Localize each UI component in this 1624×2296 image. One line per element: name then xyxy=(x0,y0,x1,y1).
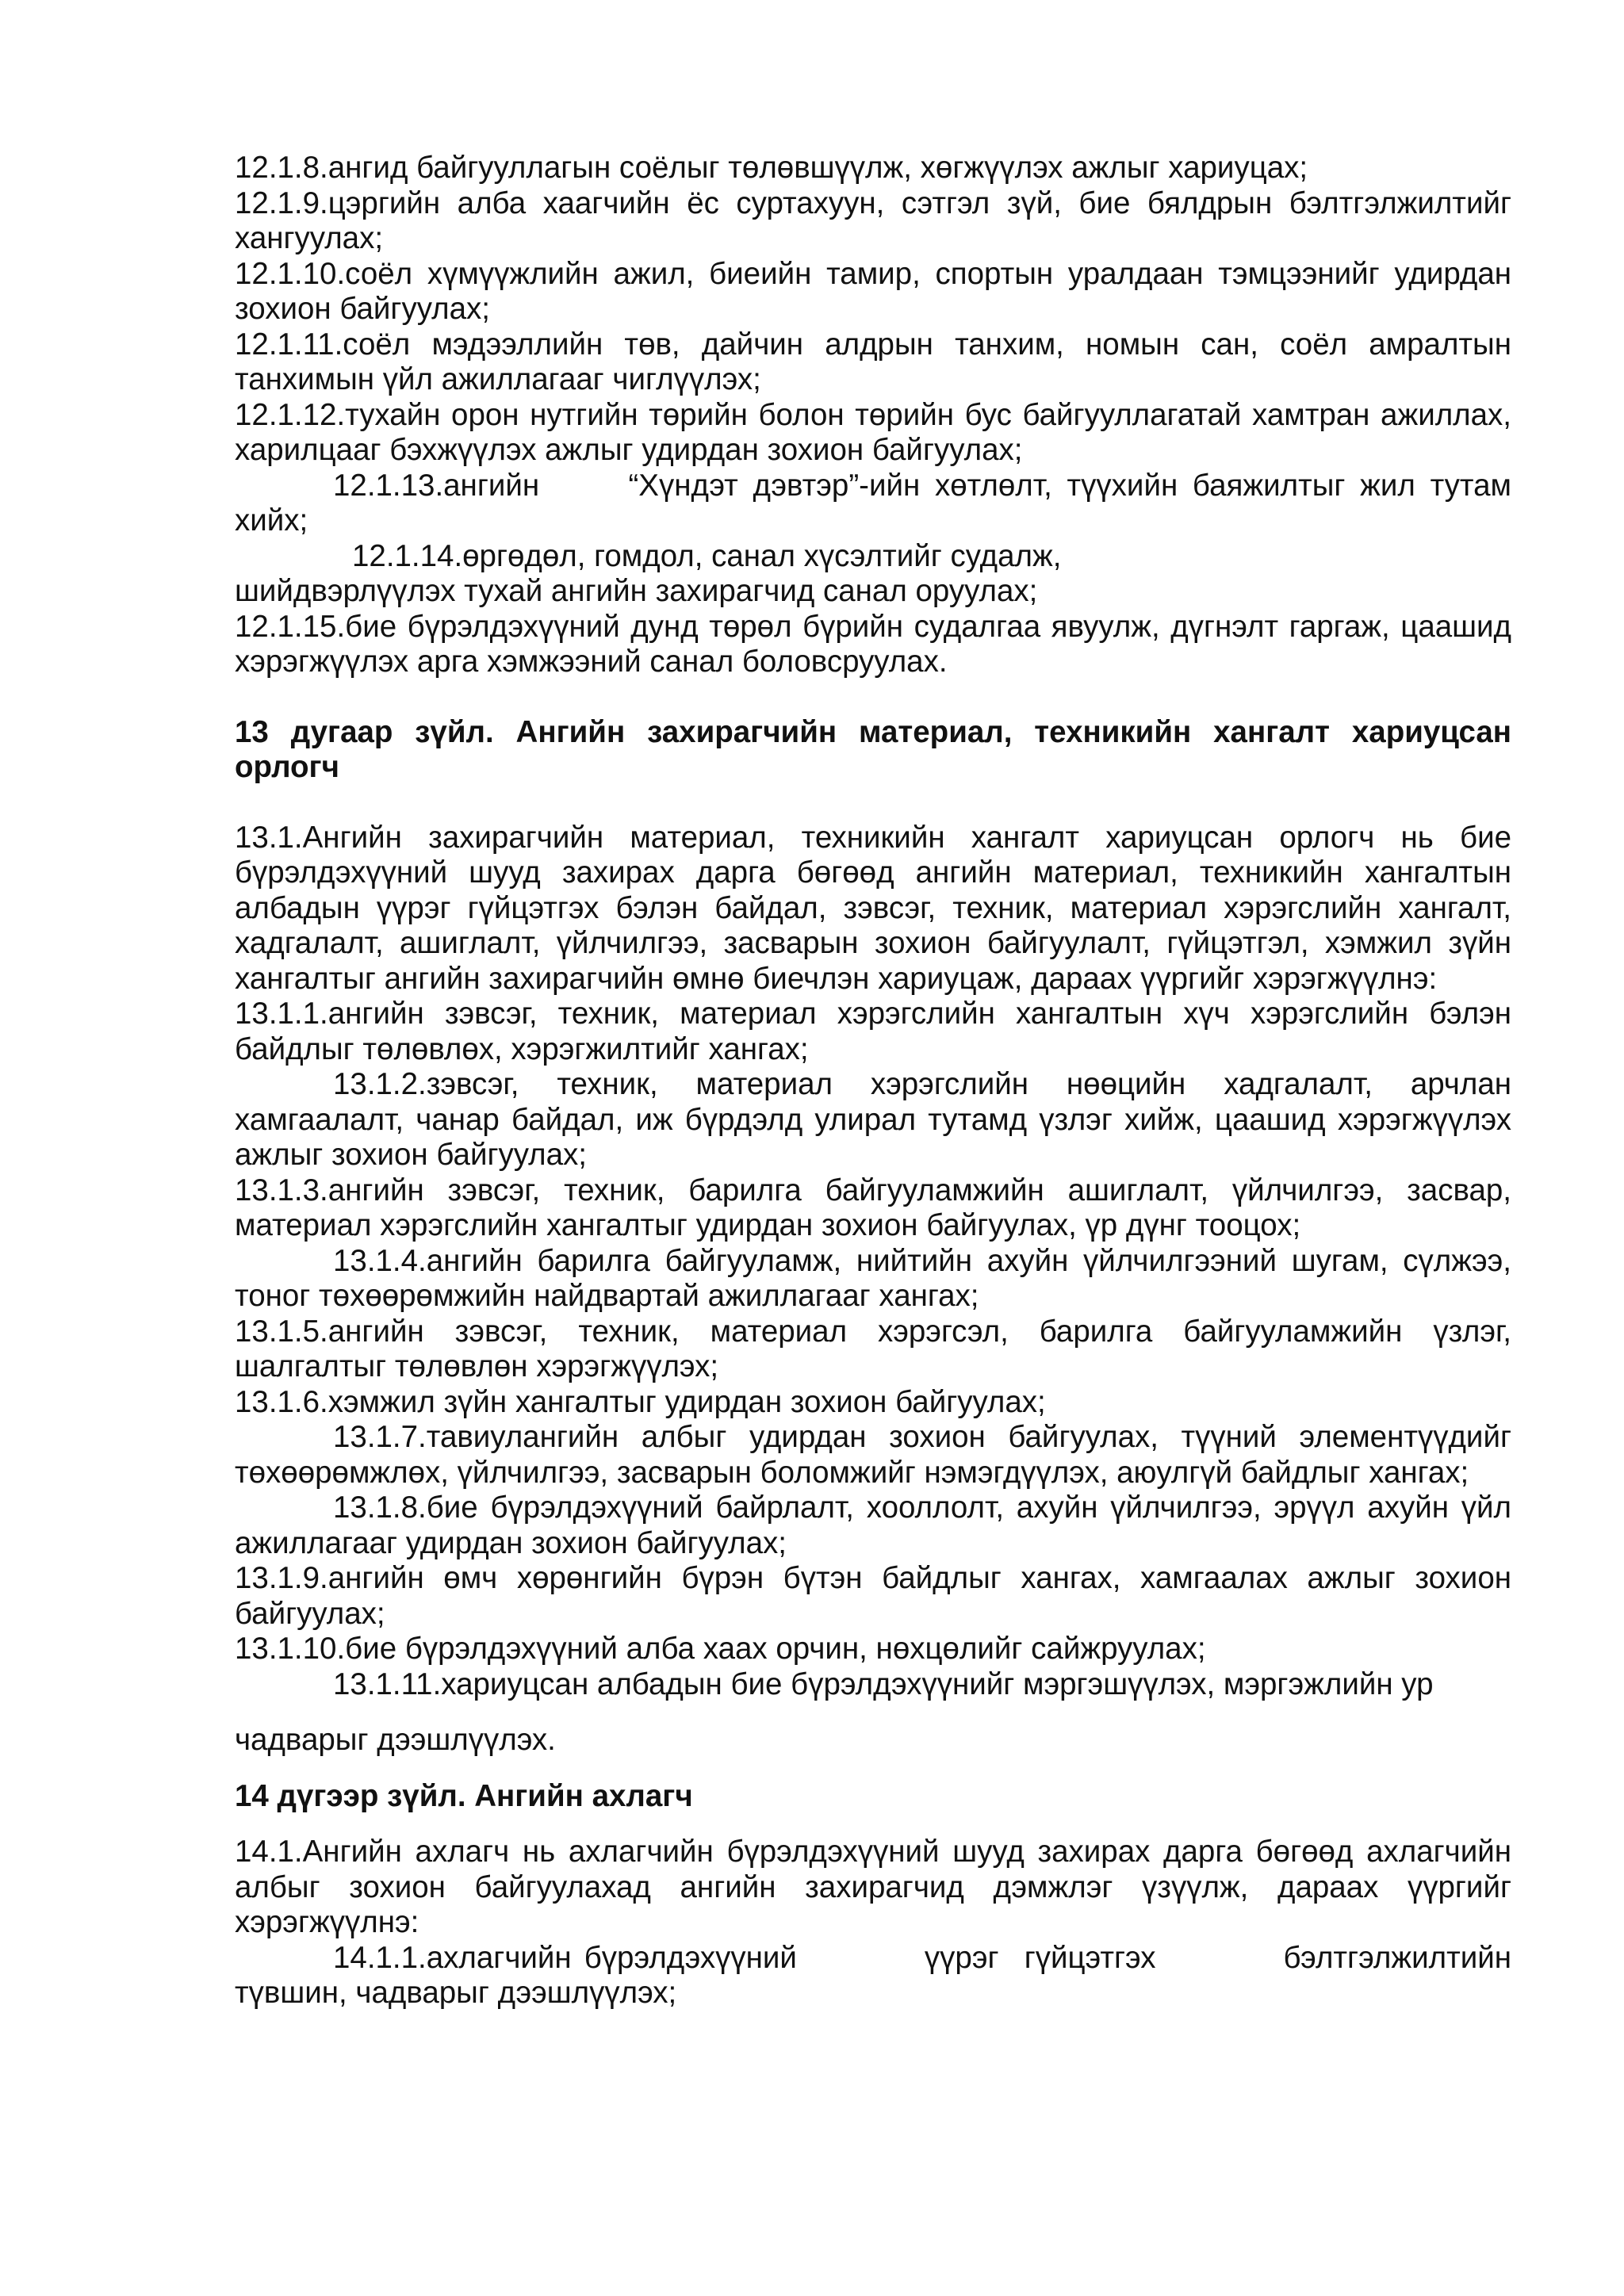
clause-12-1-14-line1: 12.1.14.өргөдөл, гомдол, санал хүсэлтийг судалж, xyxy=(352,538,1062,573)
clause-12-1-13: 12.1.13.ангийн “Хүндэт дэвтэр”-ийн хөтлөлт, түүхийн баяжилтыг жил тутам хийх; xyxy=(235,468,1520,538)
clause-14-1: 14.1.Ангийн ахлагч нь ахлагчийн бүрэлдэхүүний шууд захирах дарга бөгөөд ахлагчийн албыг зохион байгуулахад ангийн захирагчид дэмжлэг үзүүлж, дараах үүргийг хэрэгжүүлнэ: xyxy=(235,1835,1511,1939)
clause-13-1-4: 13.1.4.ангийн барилга байгууламж, нийтийн ахуйн үйлчилгээний шугам, сүлжээ, тоног төхөөрөмжийн найдвартай ажиллагааг хангах; xyxy=(235,1243,1511,1313)
clause-12-1-8: 12.1.8.ангид байгууллагын соёлыг төлөвшүүлж, хөгжүүлэх ажлыг хариуцах; xyxy=(235,151,1308,185)
clause-13-1-3: 13.1.3.ангийн зэвсэг, техник, барилга байгууламжийн ашиглалт, үйлчилгээ, засвар, материал хэрэгслийн хангалтыг удирдан зохион байгуулах, үр дүнг тооцох; xyxy=(235,1173,1511,1242)
clause-14-1-1: 14.1.1.ахлагчийн бүрэлдэхүүний үүрэг гүйцэтгэх бэлтгэлжилтийн түвшин, чадварыг дээшлүүлэх; xyxy=(235,1940,1520,2010)
clause-13-1-5: 13.1.5.ангийн зэвсэг, техник, материал хэрэгсэл, барилга байгууламжийн үзлэг, шалгалтыг төлөвлөн хэрэгжүүлэх; xyxy=(235,1314,1511,1383)
clause-12-1-12: 12.1.12.тухайн орон нутгийн төрийн болон төрийн бус байгууллагатай хамтран ажиллах, харилцааг бэхжүүлэх ажлыг удирдан зохион байгуулах; xyxy=(235,397,1511,467)
heading-article-13: 13 дугаар зүйл. Ангийн захирагчийн материал, техникийн хангалт хариуцсан орлогч xyxy=(235,714,1511,784)
clause-13-1: 13.1.Ангийн захирагчийн материал, техникийн хангалт хариуцсан орлогч нь бие бүрэлдэхүүний шууд захирах дарга бөгөөд ангийн материал, техникийн хангалтын албадын үүрэг гүйцэтгэх бэлэн байдал, зэвсэг, техник, материал хэрэгслийн хангалт, хадгалалт, ашиглалт, үйлчилгээ, засварын зохион байгуулалт, гүйцэтгэл, хэмжил зүйн хангалтыг ангийн захирагчийн өмнө биечлэн хариуцаж, дараах үүргийг хэрэгжүүлнэ: xyxy=(235,820,1511,996)
clause-13-1-11-line2: чадварыг дээшлүүлэх. xyxy=(235,1723,556,1757)
clause-13-1-7: 13.1.7.тавиулангийн албыг удирдан зохион байгуулах, түүний элементүүдийг төхөөрөмжлөх, үйлчилгээ, засварын боломжийг нэмэгдүүлэх, аюулгүй байдлыг хангах; xyxy=(235,1420,1511,1490)
clause-13-1-9: 13.1.9.ангийн өмч хөрөнгийн бүрэн бүтэн байдлыг хангах, хамгаалах ажлыг зохион байгуулах; xyxy=(235,1561,1511,1631)
clause-13-1-6: 13.1.6.хэмжил зүйн хангалтыг удирдан зохион байгуулах; xyxy=(235,1384,1046,1419)
heading-article-14: 14 дүгээр зүйл. Ангийн ахлагч xyxy=(235,1778,693,1813)
clause-12-1-14-line2: шийдвэрлүүлэх тухай ангийн захирагчид санал оруулах; xyxy=(235,574,1038,608)
clause-13-1-10: 13.1.10.бие бүрэлдэхүүний алба хаах орчин, нөхцөлийг сайжруулах; xyxy=(235,1632,1206,1666)
clause-12-1-10: 12.1.10.соёл хүмүүжлийн ажил, биеийн тамир, спортын уралдаан тэмцээнийг удирдан зохион байгуулах; xyxy=(235,256,1511,326)
clause-12-1-15: 12.1.15.бие бүрэлдэхүүний дунд төрөл бүрийн судалгаа явуулж, дүгнэлт гаргаж, цаашид хэрэгжүүлэх арга хэмжээний санал боловсруулах. xyxy=(235,609,1511,679)
clause-12-1-11: 12.1.11.соёл мэдээллийн төв, дайчин алдрын танхим, номын сан, соёл амралтын танхимын үйл ажиллагааг чиглүүлэх; xyxy=(235,327,1511,396)
clause-13-1-2: 13.1.2.зэвсэг, техник, материал хэрэгслийн нөөцийн хадгалалт, арчлан хамгаалалт, чанар байдал, иж бүрдэлд улирал тутамд үзлэг хийж, цаашид хэрэгжүүлэх ажлыг зохион байгуулах; xyxy=(235,1067,1511,1172)
clause-13-1-8: 13.1.8.бие бүрэлдэхүүний байрлалт, хооллолт, ахуйн үйлчилгээ, эрүүл ахуйн үйл ажиллагааг удирдан зохион байгуулах; xyxy=(235,1490,1511,1560)
document-page xyxy=(235,151,1520,2011)
clause-13-1-1: 13.1.1.ангийн зэвсэг, техник, материал хэрэгслийн хангалтын хүч хэрэгслийн бэлэн байдлыг төлөвлөх, хэрэгжилтийг хангах; xyxy=(235,997,1511,1066)
clause-13-1-11-line1: 13.1.11.хариуцсан албадын бие бүрэлдэхүүнийг мэргэшүүлэх, мэргэжлийн ур xyxy=(333,1667,1434,1701)
clause-12-1-9: 12.1.9.цэргийн алба хаагчийн ёс суртахуун, сэтгэл зүй, бие бялдрын бэлтгэлжилтийг хангуулах; xyxy=(235,186,1511,255)
